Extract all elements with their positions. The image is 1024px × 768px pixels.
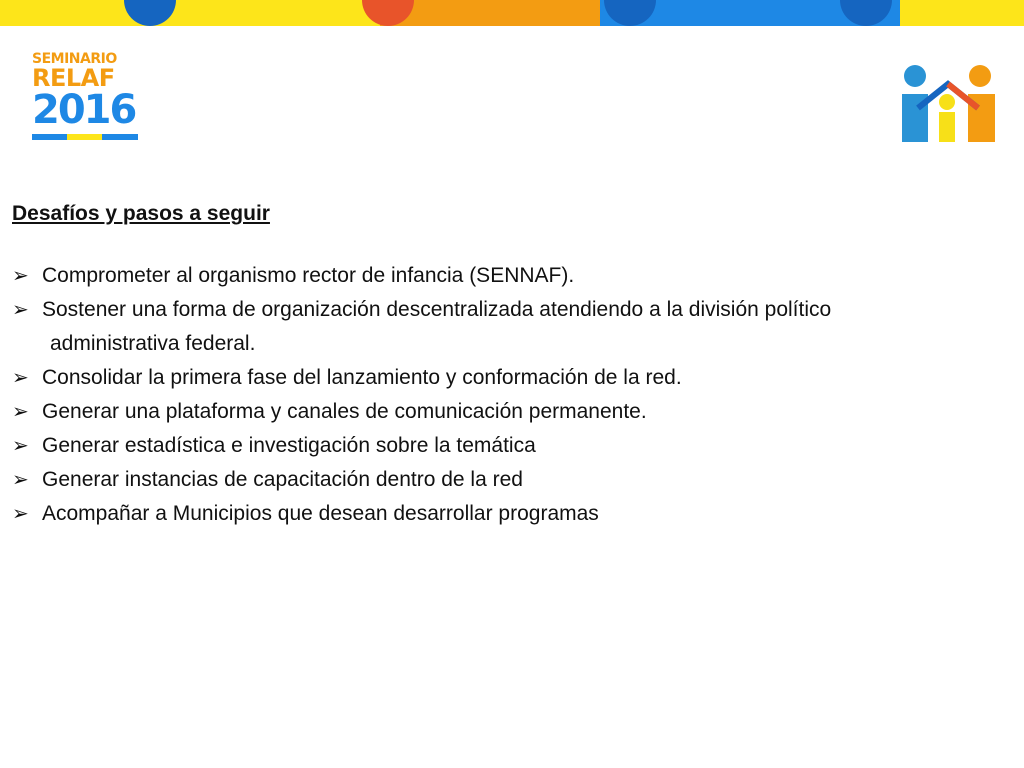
- top-color-band: [0, 0, 1024, 26]
- bullet-text: Sostener una forma de organización descentralizada atendiendo a la división político: [42, 298, 832, 321]
- list-item: [12, 395, 1022, 429]
- bullet-text: Consolidar la primera fase del lanzamiento y conformación de la red.: [42, 366, 682, 389]
- logo-bar-yellow: [67, 134, 102, 140]
- bullet-text: Generar instancias de capacitación dentro de la red: [42, 468, 523, 491]
- list-item: [12, 293, 1022, 361]
- bullet-text: Generar estadística e investigación sobre la temática: [42, 434, 536, 457]
- bullet-list: [12, 259, 1022, 531]
- seminario-relaf-logo: [32, 50, 142, 145]
- list-item: [12, 259, 1022, 293]
- arrow-bullet-icon: ➢: [12, 435, 29, 457]
- arrow-bullet-icon: ➢: [12, 401, 29, 423]
- list-item: [12, 497, 1022, 531]
- logo-year-text: 2016: [32, 87, 136, 133]
- list-item: [12, 361, 1022, 395]
- logo-seminario-text: SEMINARIO: [32, 51, 117, 67]
- slide-content: [12, 202, 1022, 531]
- arrow-bullet-icon: ➢: [12, 503, 29, 525]
- list-item: [12, 463, 1022, 497]
- arrow-bullet-icon: ➢: [12, 299, 29, 321]
- band-yellow-left: [0, 0, 380, 26]
- logo-relaf-text: RELAF: [32, 64, 115, 92]
- arrow-bullet-icon: ➢: [12, 367, 29, 389]
- band-yellow-right: [900, 0, 1024, 26]
- bullet-text: Generar una plataforma y canales de comunicación permanente.: [42, 400, 647, 423]
- bullet-text: Comprometer al organismo rector de infancia (SENNAF).: [42, 264, 575, 287]
- arrow-bullet-icon: ➢: [12, 469, 29, 491]
- list-item: [12, 429, 1022, 463]
- logo-bar-blue: [102, 134, 138, 140]
- logo-bar-blue: [32, 134, 67, 140]
- arrow-bullet-icon: ➢: [12, 265, 29, 287]
- bullet-text: Acompañar a Municipios que desean desarrollar programas: [42, 502, 599, 525]
- family-house-icon: [898, 64, 998, 144]
- slide-heading: Desafíos y pasos a seguir: [12, 202, 270, 225]
- bullet-continuation-text: administrativa federal.: [50, 332, 256, 355]
